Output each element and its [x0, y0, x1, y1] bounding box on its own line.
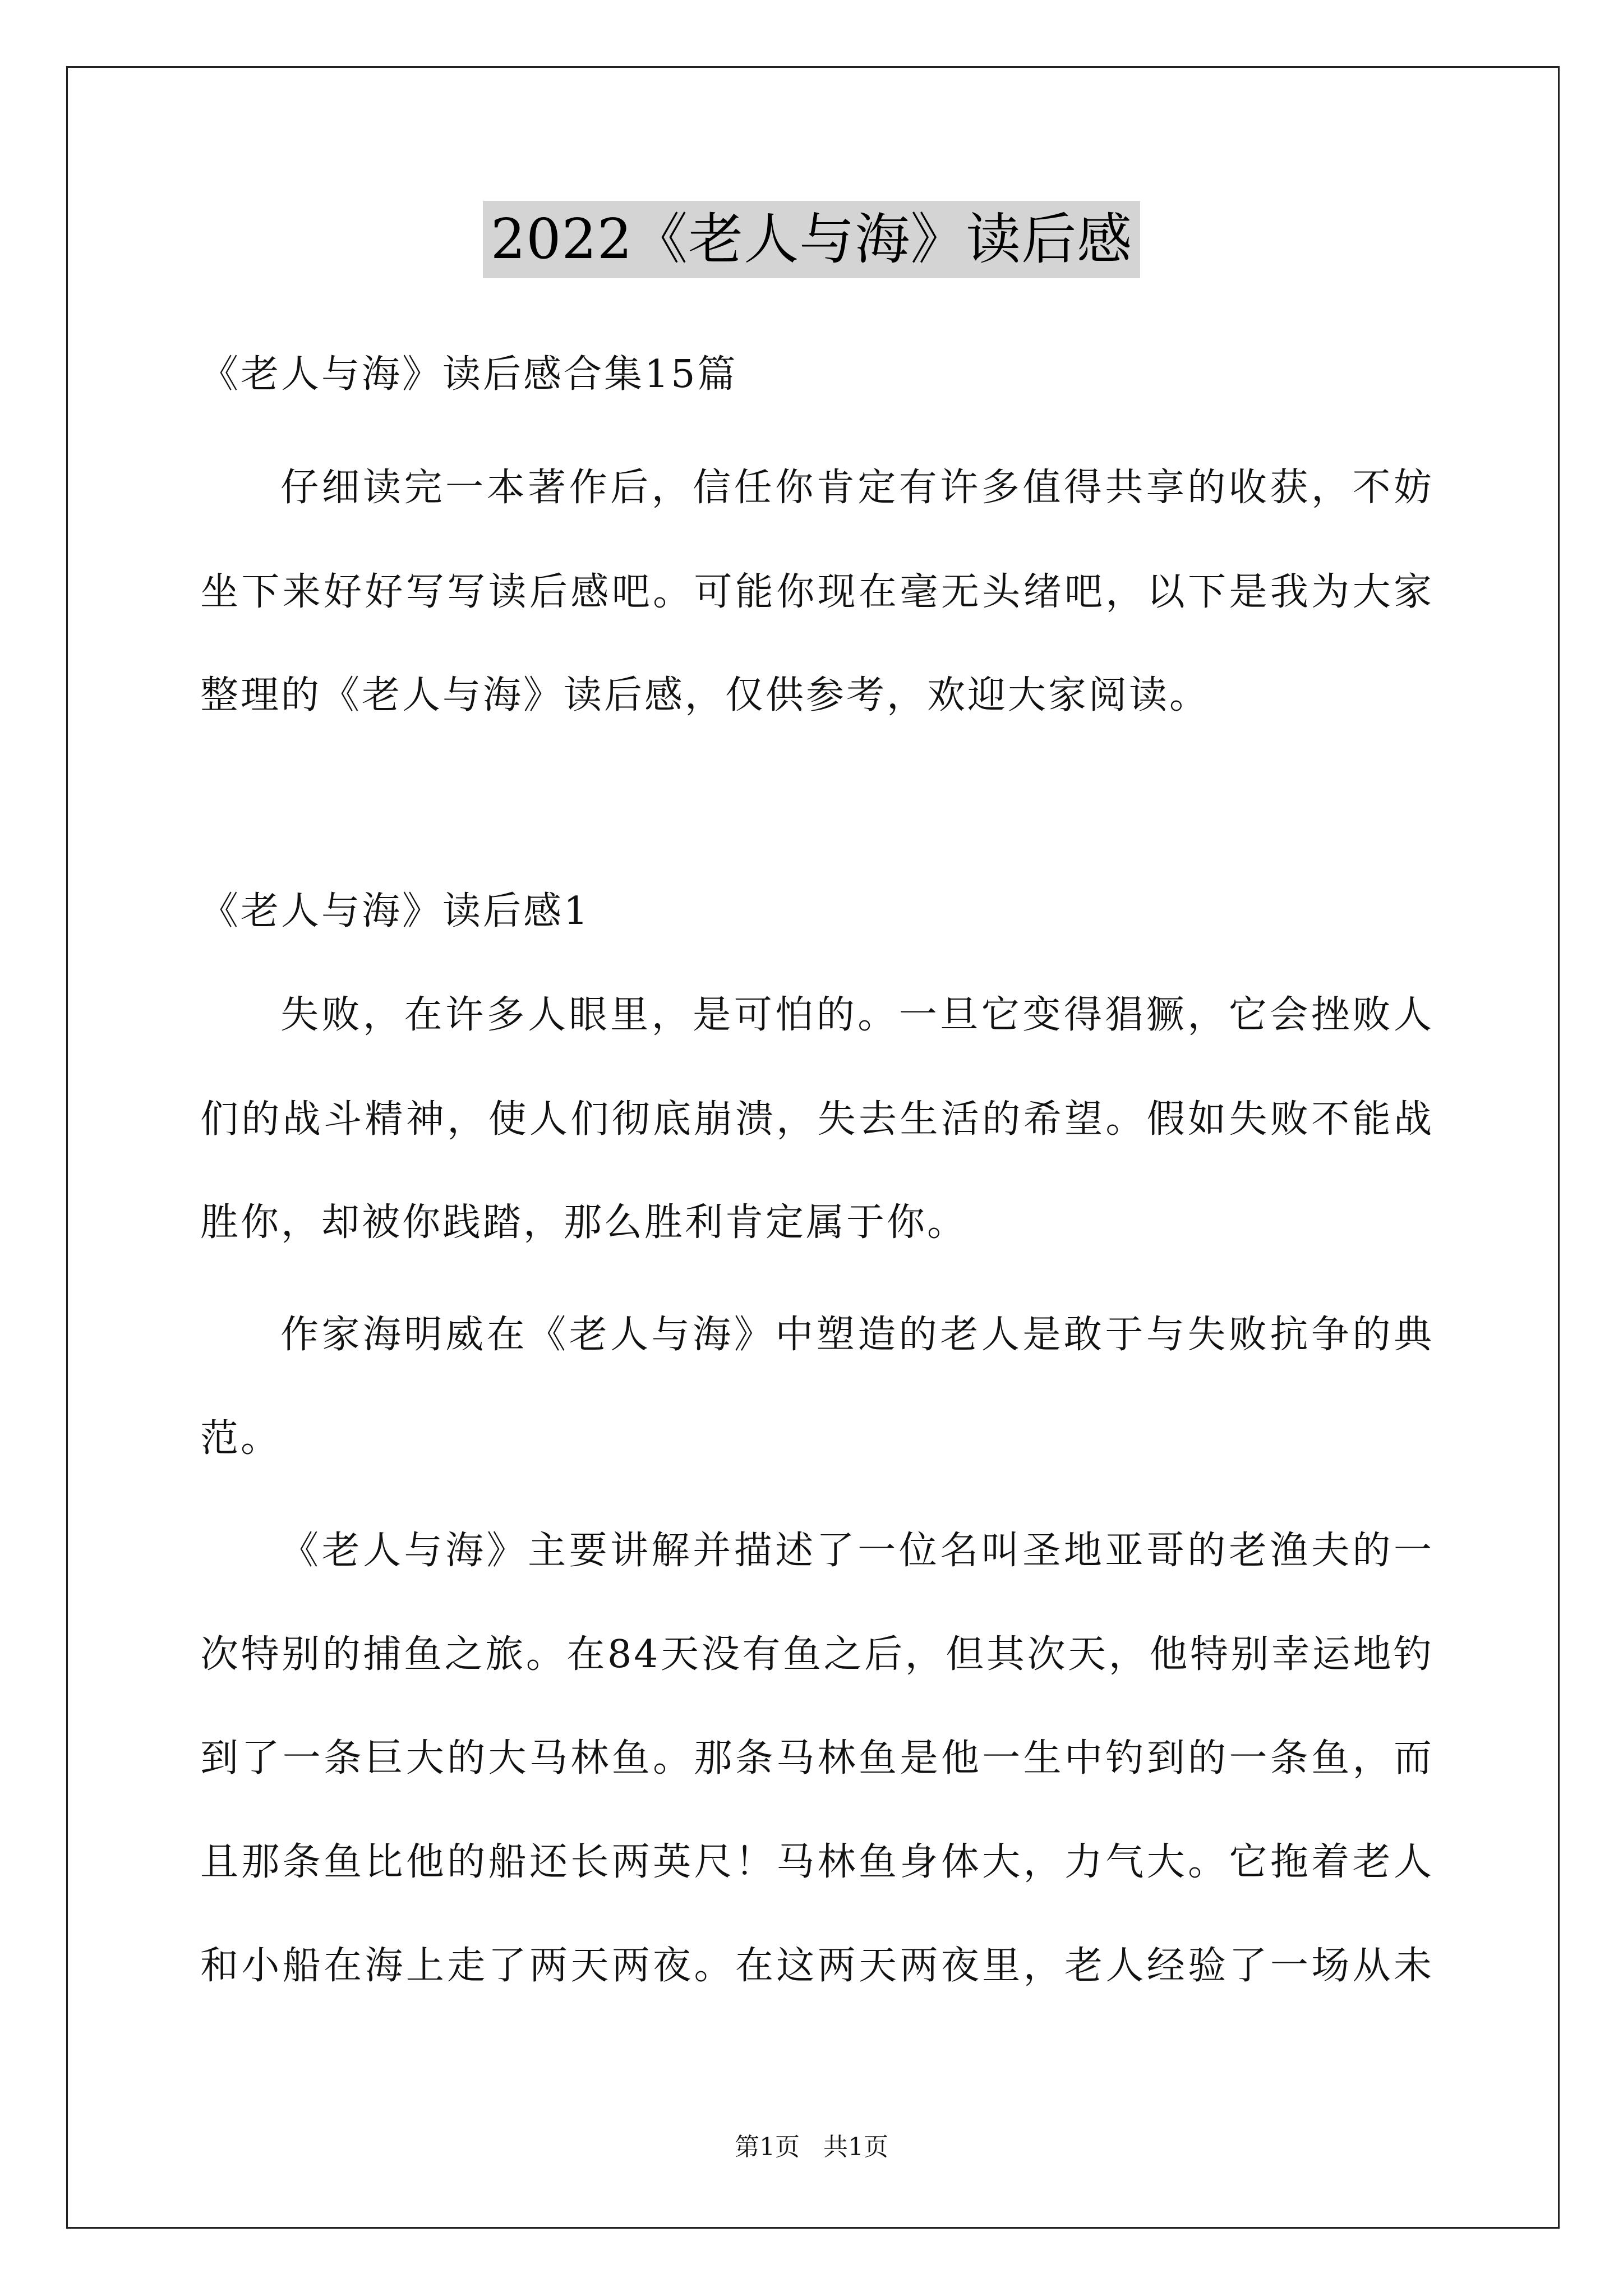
- intro-line: 整理的《老人与海》读后感，仅供参考，欢迎大家阅读。: [200, 673, 1210, 717]
- body-line: 《老人与海》主要讲解并描述了一位名叫圣地亚哥的老渔夫的一: [280, 1529, 1434, 1573]
- page-total: 共1页: [823, 2133, 888, 2161]
- document-title: 2022《老人与海》读后感: [483, 201, 1140, 278]
- page-current: 第1页: [735, 2133, 800, 2161]
- document-subtitle: 《老人与海》读后感合集15篇: [200, 352, 738, 397]
- body-line: 作家海明威在《老人与海》中塑造的老人是敢于与失败抗争的典: [280, 1313, 1434, 1357]
- body-line: 且那条鱼比他的船还长两英尺！马林鱼身体大，力气大。它拖着老人: [200, 1840, 1434, 1884]
- body-line: 到了一条巨大的大马林鱼。那条马林鱼是他一生中钓到的一条鱼，而: [200, 1736, 1434, 1780]
- body-line: 次特别的捕鱼之旅。在84天没有鱼之后，但其次天，他特别幸运地钓: [200, 1632, 1434, 1677]
- title-container: [0, 201, 1623, 278]
- body-line: 和小船在海上走了两天两夜。在这两天两夜里，老人经验了一场从未: [200, 1944, 1434, 1988]
- body-line: 胜你，却被你践踏，那么胜利肯定属于你。: [200, 1200, 968, 1245]
- body-line: 们的战斗精神，使人们彻底崩溃，失去生活的希望。假如失败不能战: [200, 1097, 1434, 1142]
- page-footer: [0, 2132, 1623, 2163]
- section-heading: 《老人与海》读后感1: [200, 889, 591, 933]
- intro-line: 仔细读完一本著作后，信任你肯定有许多值得共享的收获，不妨: [280, 466, 1434, 510]
- body-line: 失败，在许多人眼里，是可怕的。一旦它变得猖獗，它会挫败人: [280, 993, 1434, 1037]
- body-line: 范。: [200, 1416, 282, 1461]
- intro-line: 坐下来好好写写读后感吧。可能你现在毫无头绪吧，以下是我为大家: [200, 570, 1434, 614]
